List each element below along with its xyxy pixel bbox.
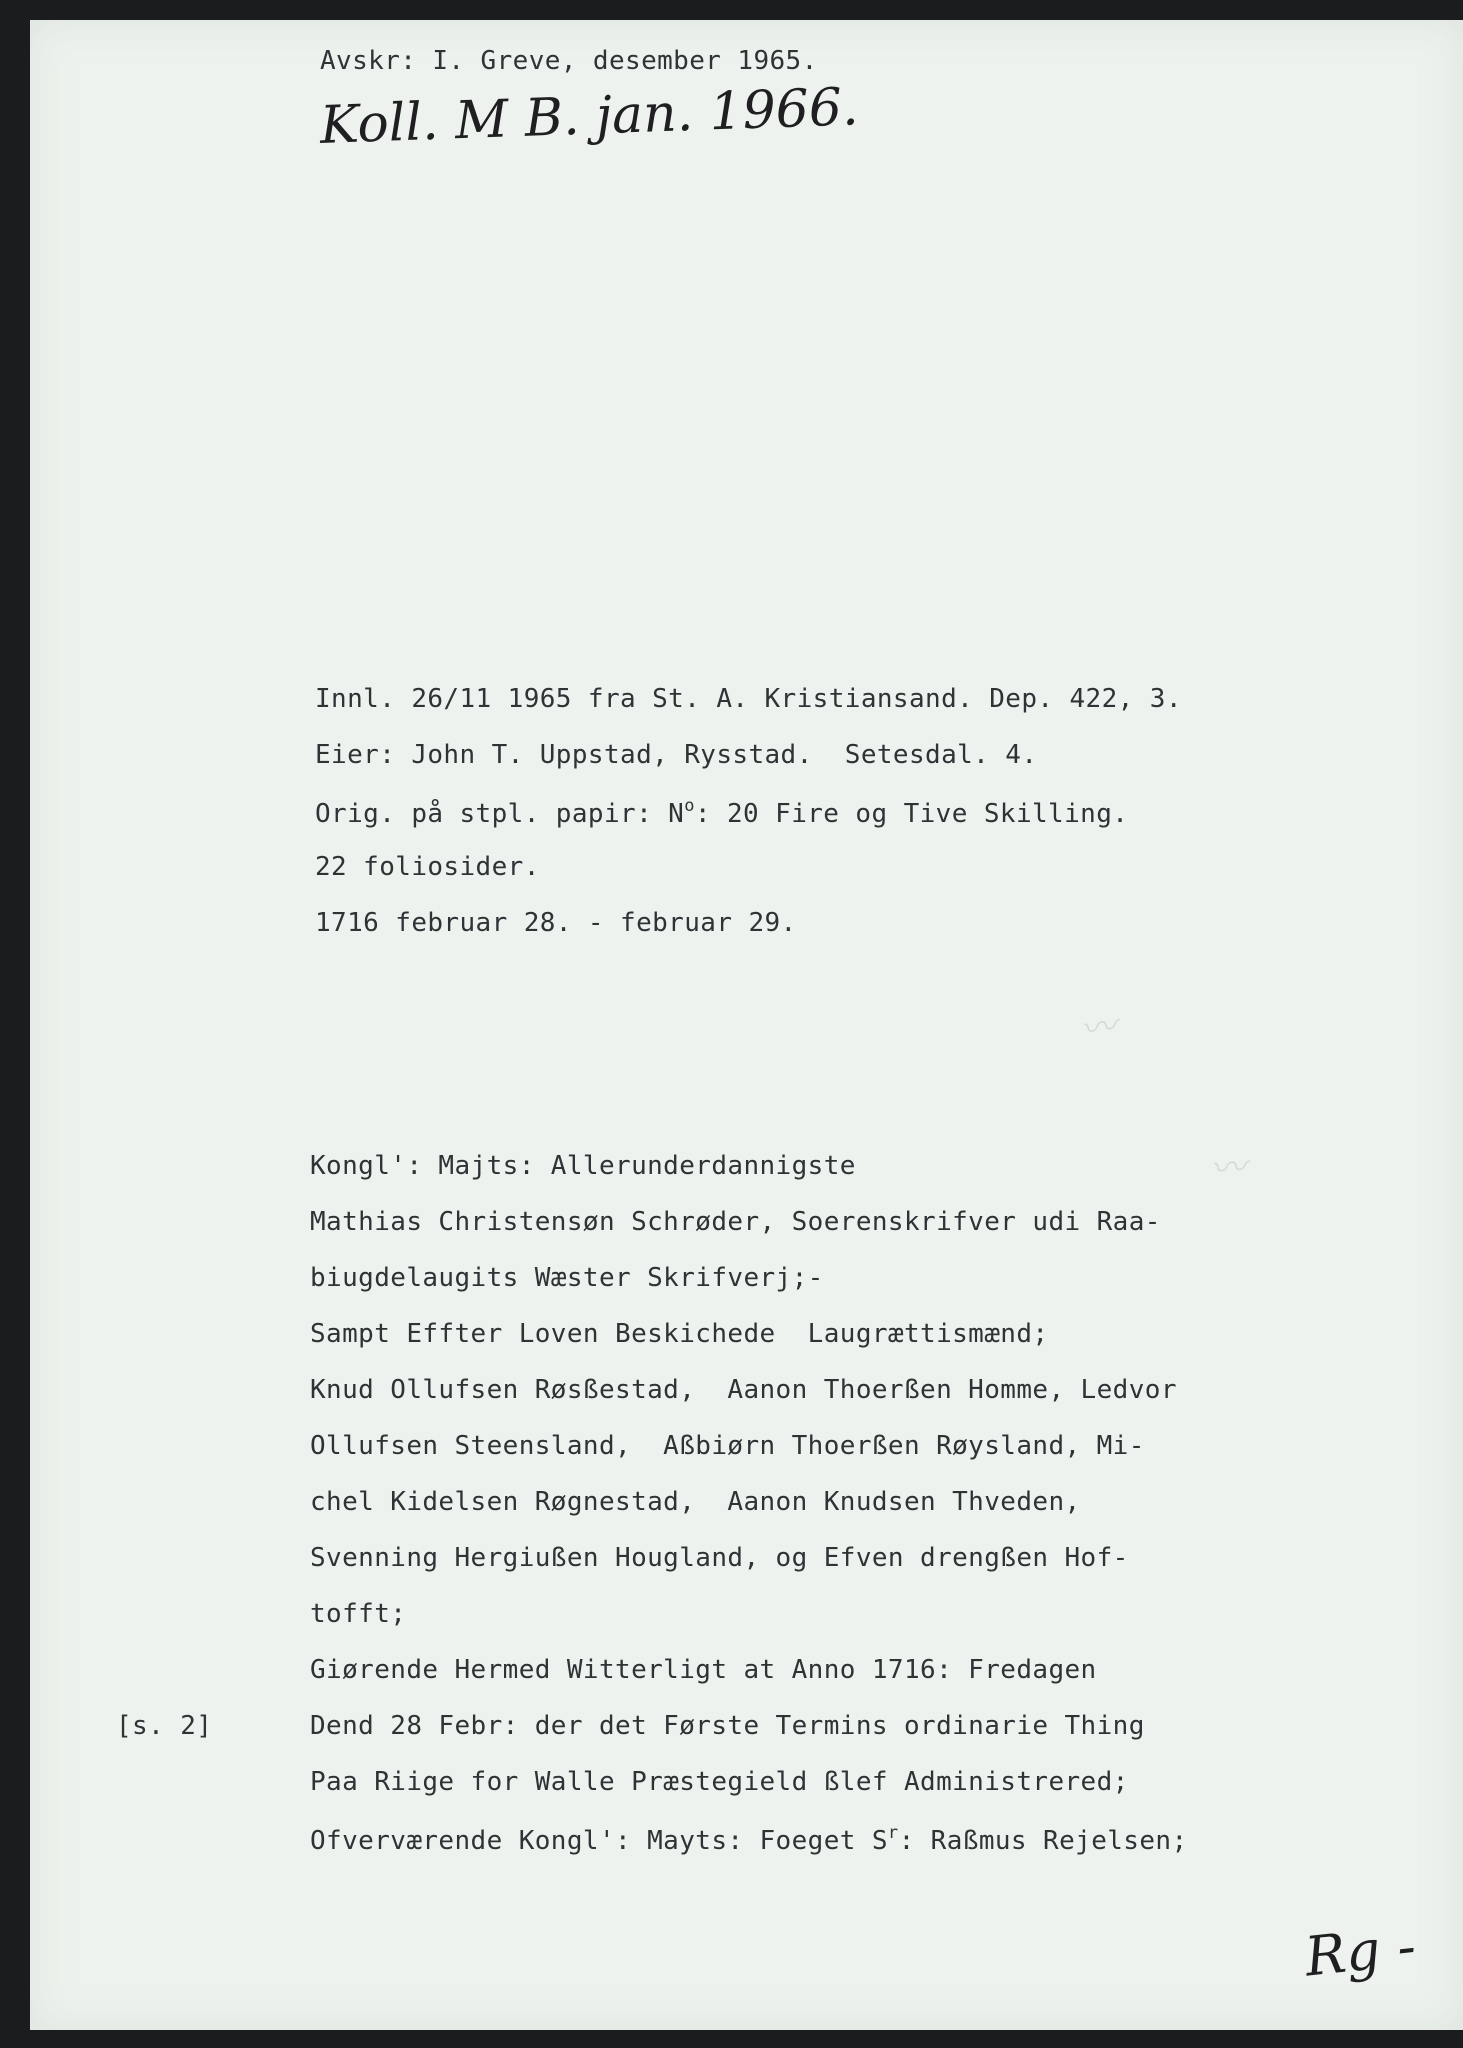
paper-stamp-value: : 20 Fire og Tive Skilling.	[694, 799, 1129, 829]
document-page	[30, 20, 1463, 2030]
body-line: Svenning Hergiußen Hougland, og Efven drengßen Hof-	[310, 1543, 1129, 1573]
body-line-text: Ofverværende Kongl': Mayts: Foeget S	[310, 1826, 888, 1856]
body-line: Giørende Hermed Witterligt at Anno 1716: Fredagen	[310, 1655, 1097, 1685]
body-line	[310, 1825, 1188, 1854]
bleed-through-mark: 〰︎	[1077, 1005, 1120, 1052]
provenance-line-paper	[315, 798, 1128, 827]
handwritten-signature: Rg -	[1302, 1914, 1419, 1989]
body-line: Mathias Christensøn Schrøder, Soerenskrifver udi Raa-	[310, 1207, 1161, 1237]
superscript-o: o	[684, 796, 695, 816]
body-line: biugdelaugits Wæster Skrifverj;-	[310, 1263, 824, 1293]
body-line: Knud Ollufsen Røsßestad, Aanon Thoerßen Homme, Ledvor	[310, 1375, 1177, 1405]
page-marker: [s. 2]	[116, 1711, 213, 1741]
transcription-note: Avskr: I. Greve, desember 1965.	[320, 46, 818, 76]
body-line: tofft;	[310, 1599, 407, 1629]
provenance-line-owner: Eier: John T. Uppstad, Rysstad. Setesdal. 4.	[315, 740, 1038, 770]
body-line: Sampt Effter Loven Beskichede Laugrættismænd;	[310, 1319, 1049, 1349]
bleed-through-mark: 〰︎	[1208, 1146, 1248, 1191]
provenance-line-receipt: Innl. 26/11 1965 fra St. A. Kristiansand. Dep. 422, 3.	[315, 684, 1182, 714]
body-line: Dend 28 Febr: der det Første Termins ordinarie Thing	[310, 1711, 1145, 1741]
superscript-r: r	[887, 1823, 899, 1843]
handwritten-collation-note: Koll. M B. jan. 1966.	[318, 77, 860, 156]
provenance-line-pages: 22 foliosider.	[315, 852, 540, 882]
paper-label: Orig. på stpl. papir: N	[315, 799, 685, 829]
body-line: chel Kidelsen Røgnestad, Aanon Knudsen Thveden,	[310, 1487, 1081, 1517]
body-line: Paa Riige for Walle Præstegield ßlef Administrered;	[310, 1767, 1129, 1797]
body-line: Ollufsen Steensland, Aßbiørn Thoerßen Røysland, Mi-	[310, 1431, 1145, 1461]
body-line-end: : Raßmus Rejelsen;	[898, 1826, 1188, 1856]
provenance-line-date: 1716 februar 28. - februar 29.	[315, 908, 797, 938]
body-line: Kongl': Majts: Allerunderdannigste	[310, 1151, 856, 1181]
